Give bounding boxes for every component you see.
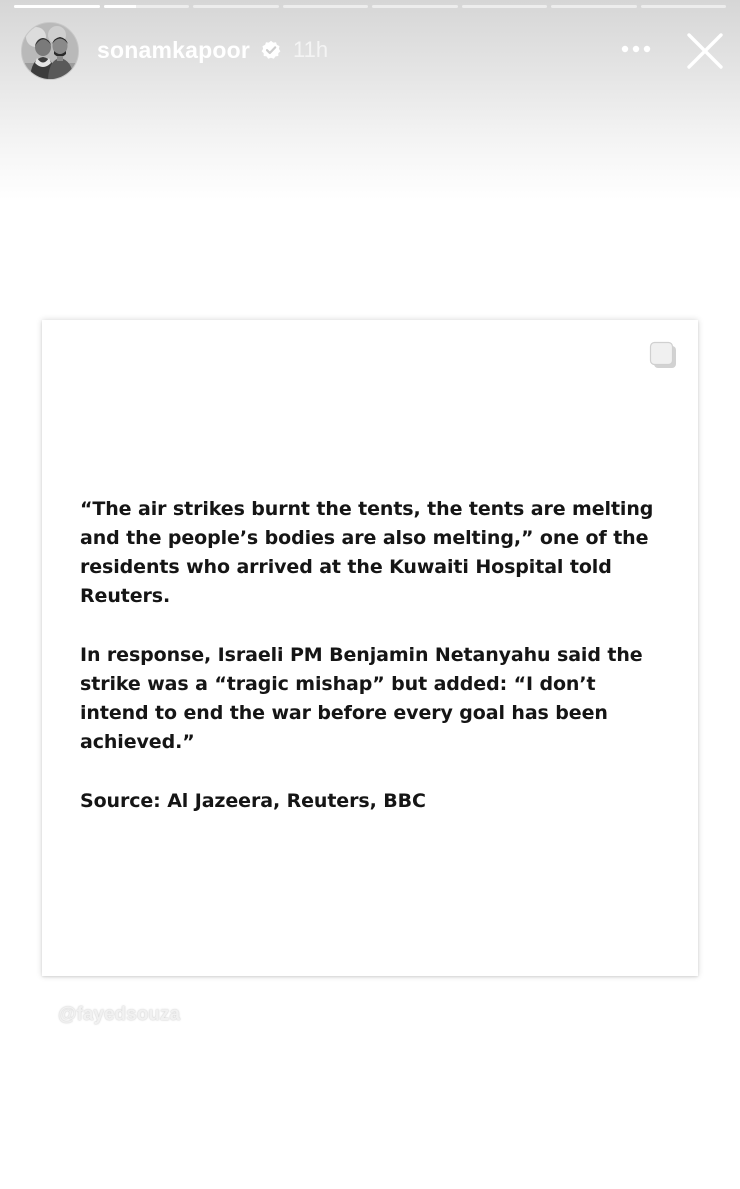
post-paragraph-quote: “The air strikes burnt the tents, the tents are melting and the people’s bodies are also melting,” one of the residents who arrived at the Kuwaiti Hospital told Reuters.: [80, 498, 654, 607]
post-text-block: [80, 495, 670, 816]
story-progress-bars: [14, 5, 726, 8]
profile-avatar[interactable]: [21, 22, 79, 80]
author-watermark: @fayedsouza: [58, 1004, 181, 1025]
post-source-line: Source: Al Jazeera, Reuters, BBC: [80, 790, 426, 812]
multiple-photos-icon: [648, 340, 680, 372]
close-icon[interactable]: [685, 31, 725, 71]
username-label[interactable]: sonamkapoor: [97, 37, 251, 63]
shared-post-card[interactable]: [42, 320, 698, 976]
top-gradient-overlay: [0, 0, 740, 200]
progress-segment: [641, 5, 727, 8]
progress-segment: [462, 5, 548, 8]
progress-segment-fill: [104, 5, 136, 8]
post-paragraph-response: In response, Israeli PM Benjamin Netanyahu said the strike was a “tragic mishap” but added: “I don’t intend to end the war before every goal has been achieved.”: [80, 644, 643, 753]
progress-segment: [193, 5, 279, 8]
verified-badge-icon: [261, 40, 281, 60]
progress-segment-fill: [14, 5, 100, 8]
post-time: 11h: [293, 37, 329, 62]
progress-segment: [14, 5, 100, 8]
more-options-icon[interactable]: [618, 37, 654, 61]
progress-segment: [283, 5, 369, 8]
progress-segment: [551, 5, 637, 8]
avatar-photo: [22, 23, 78, 79]
progress-segment: [104, 5, 190, 8]
progress-segment: [372, 5, 458, 8]
